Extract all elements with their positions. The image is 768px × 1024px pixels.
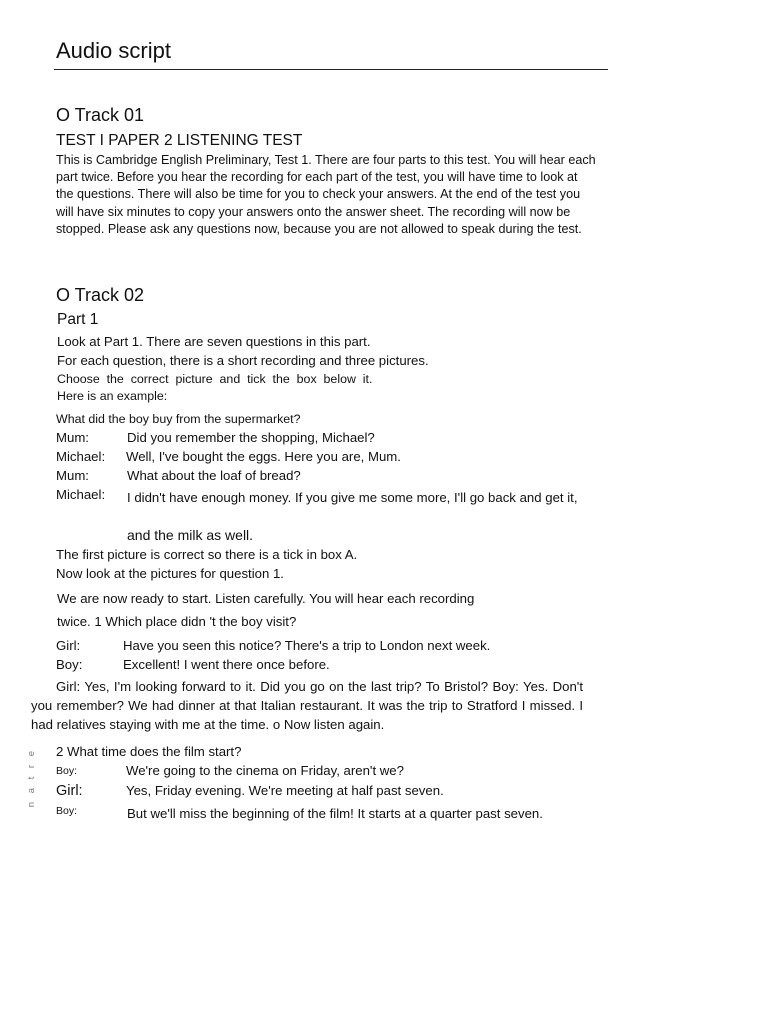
instruction-line: Choose the correct picture and tick the box below it. — [57, 372, 373, 386]
dialogue-speaker: Boy: — [56, 765, 78, 777]
dialogue-text: We're going to the cinema on Friday, aren't we? — [126, 763, 404, 778]
dialogue-speaker: Michael: — [56, 449, 106, 464]
dialogue-text: Have you seen this notice? There's a trip to London next week. — [123, 638, 491, 653]
title-divider — [54, 69, 608, 70]
q1-paragraph: Girl: Yes, I'm looking forward to it. Did you go on the last trip? To Bristol? Boy: Yes. Don't you remember? We had dinner at that Italian restaurant. It was the trip to Stratford I missed. I had relatives staying with me at the time. o Now listen again. — [31, 679, 583, 732]
dialogue-text: Yes, Friday evening. We're meeting at half past seven. — [126, 783, 444, 798]
dialogue-speaker: Boy: — [56, 805, 78, 817]
dialogue-text: I didn't have enough money. If you give me some more, I'll go back and get it, — [127, 490, 578, 505]
part-1-heading: Part 1 — [57, 311, 99, 328]
dialogue-text: Did you remember the shopping, Michael? — [127, 430, 375, 445]
dialogue-speaker: Girl: — [56, 638, 81, 653]
dialogue-continuation: and the milk as well. — [127, 527, 254, 543]
dialogue-text: Excellent! I went there once before. — [123, 657, 330, 672]
dialogue-speaker: Michael: — [56, 487, 106, 502]
example-question: What did the boy buy from the supermarket? — [56, 412, 301, 426]
ready-line: We are now ready to start. Listen carefully. You will hear each recording — [57, 591, 475, 606]
question-prompt: Now look at the pictures for question 1. — [56, 566, 284, 581]
track-02-heading: O Track 02 — [56, 285, 145, 305]
track-01-intro: This is Cambridge English Preliminary, Test 1. There are four parts to this test. You will hear each part twice. Before you hear the recording for each part of the test, you will have time to look at the questions. There will also be time for you to check your answers. At the end of the test you will have six minutes to copy your answers onto the answer sheet. The recording will now be stopped. Please ask any questions now, because you are not allowed to speak during the test. — [56, 153, 596, 236]
answer-note: The first picture is correct so there is a tick in box A. — [56, 547, 358, 562]
instruction-line: For each question, there is a short recording and three pictures. — [57, 353, 429, 368]
dialogue-text: What about the loaf of bread? — [127, 468, 301, 483]
dialogue-speaker: Mum: — [56, 430, 89, 445]
track-01-subheading: TEST I PAPER 2 LISTENING TEST — [56, 132, 303, 149]
dialogue-text: Well, I've bought the eggs. Here you are, Mum. — [126, 449, 401, 464]
page-title: Audio script — [56, 38, 171, 63]
dialogue-speaker: Girl: — [56, 783, 83, 799]
instruction-line: Look at Part 1. There are seven questions in this part. — [57, 334, 371, 349]
question-1-heading: twice. 1 Which place didn 't the boy visit? — [57, 614, 297, 629]
track-01-heading: O Track 01 — [56, 105, 145, 125]
question-2-heading: 2 What time does the film start? — [56, 744, 242, 759]
margin-note: n a t r e — [26, 748, 37, 808]
dialogue-speaker: Mum: — [56, 468, 89, 483]
dialogue-speaker: Boy: — [56, 657, 83, 672]
dialogue-text: But we'll miss the beginning of the film! It starts at a quarter past seven. — [127, 806, 543, 821]
instruction-line: Here is an example: — [57, 389, 168, 403]
